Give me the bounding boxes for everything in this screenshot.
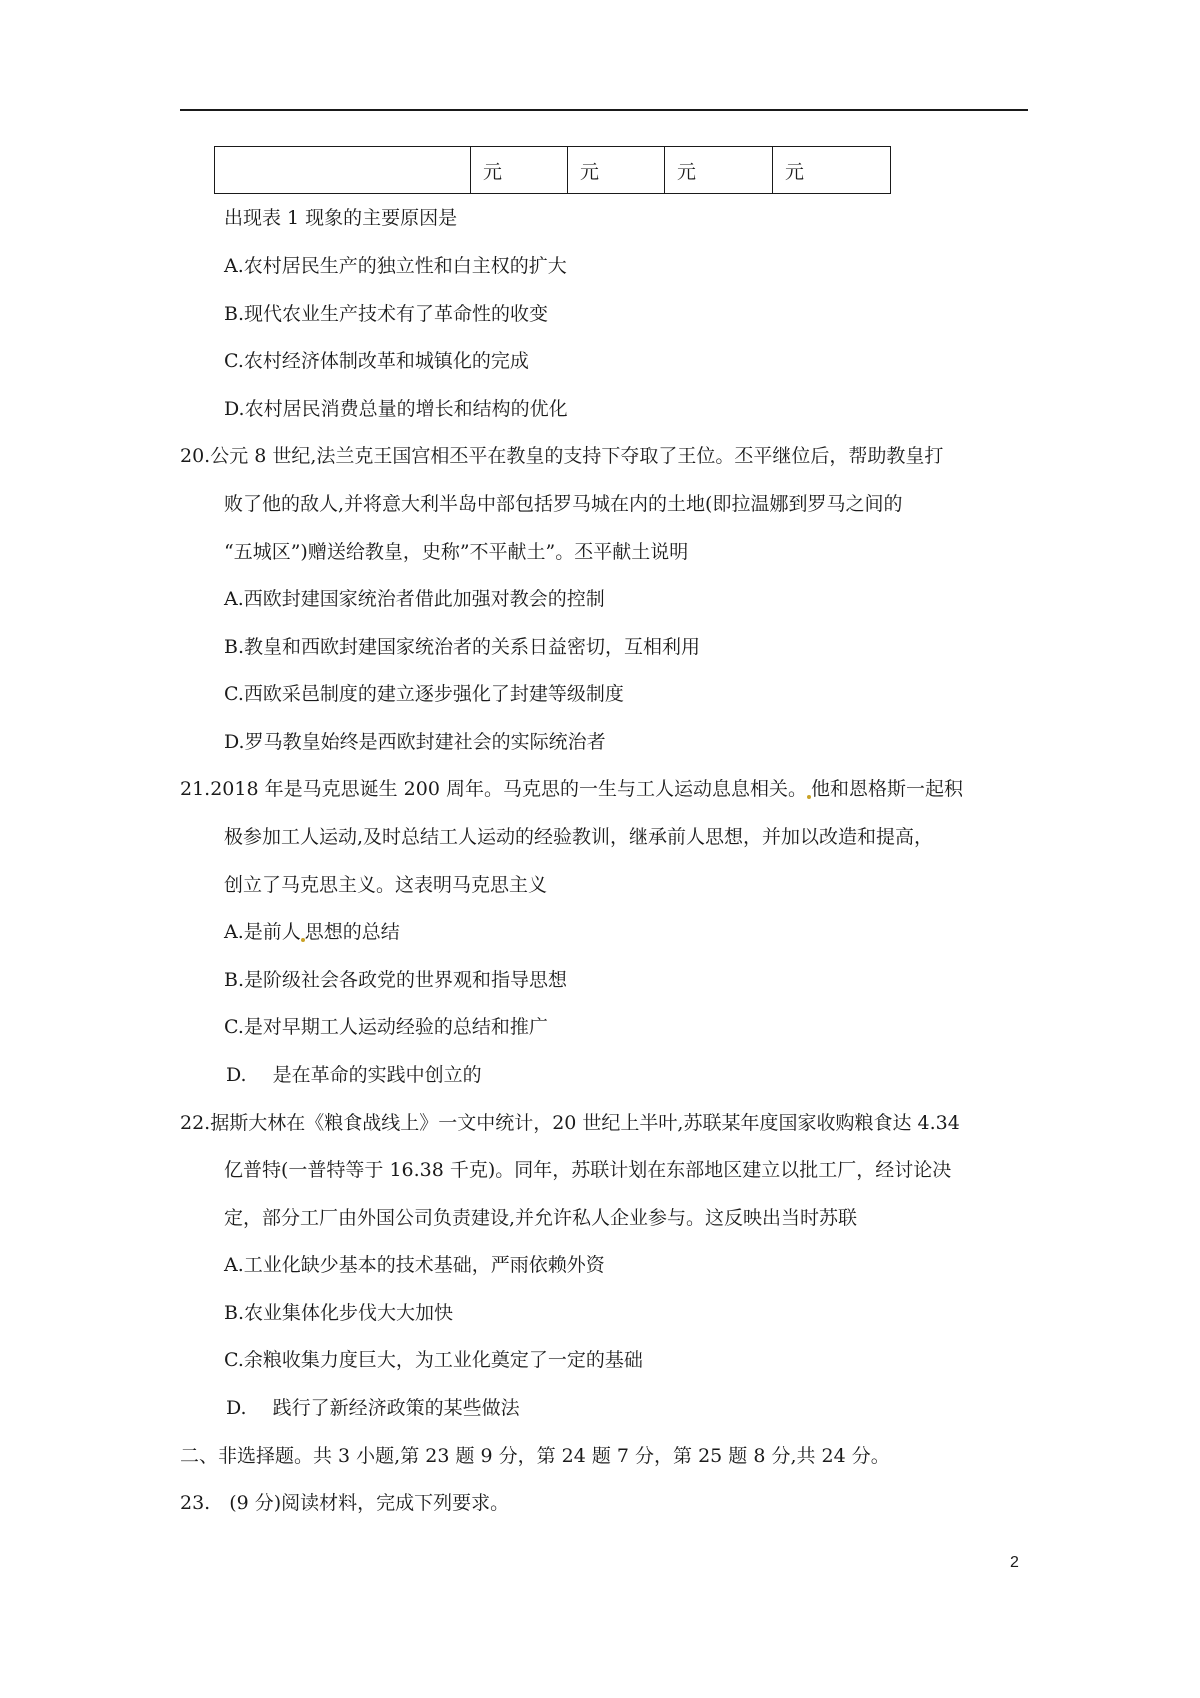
- q19-option-c: C.农村经济体制改革和城镇化的完成: [224, 350, 529, 372]
- q19-stem: 出现表 1 现象的主要原因是: [224, 207, 458, 229]
- q20-option-a: A.西欧封建国家统治者借此加强对教会的控制: [224, 588, 605, 610]
- q20-stem-line-3: “五城区”)赠送给教皇，史称”不平献土”。丕平献土说明: [224, 541, 689, 563]
- table-cell: 元: [568, 147, 665, 194]
- table-cell: 元: [665, 147, 773, 194]
- q19-option-d: D.农村居民消费总量的增长和结构的优化: [224, 398, 568, 420]
- header-rule: [180, 109, 1028, 111]
- q21-option-a-part-a: A.是前人: [224, 921, 301, 943]
- q21-option-d-label: D.: [226, 1064, 247, 1086]
- page-number: 2: [1010, 1554, 1019, 1571]
- q21-stem-line-3: 创立了马克思主义。这表明马克思主义: [224, 874, 548, 896]
- q20-stem-line-2: 败了他的敌人,并将意大利半岛中部包括罗马城在内的土地(即拉温娜到罗马之间的: [224, 493, 903, 515]
- q22-stem-line-3: 定，部分工厂由外国公司负责建设,并允许私人企业参与。这反映出当时苏联: [224, 1207, 858, 1229]
- q19-option-a: A.农村居民生产的独立性和白主权的扩大: [224, 255, 567, 277]
- q20-option-b: B.教皇和西欧封建国家统治者的关系日益密切，互相利用: [224, 636, 701, 658]
- q22-option-d: [226, 1395, 520, 1421]
- q21-option-b: B.是阶级社会各政党的世界观和指导思想: [224, 969, 568, 991]
- q22-option-d-text: 践行了新经济政策的某些做法: [272, 1397, 520, 1419]
- q22-option-a: A.工业化缺少基本的技术基础，严雨依赖外资: [224, 1254, 605, 1276]
- q22-option-b: B.农业集体化步伐大大加快: [224, 1302, 454, 1324]
- q22-option-c: C.余粮收集力度巨大，为工业化奠定了一定的基础: [224, 1349, 643, 1371]
- table-cell: 元: [471, 147, 568, 194]
- q21-option-a: [224, 919, 400, 945]
- q21-stem-line-1-part-b: 他和恩格斯一起积: [810, 778, 963, 800]
- q21-option-d: [226, 1062, 482, 1088]
- q21-option-d-text: 是在革命的实践中创立的: [272, 1064, 482, 1086]
- table-cell: [215, 147, 471, 194]
- section-heading: 二、非选择题。共 3 小题,第 23 题 9 分，第 24 题 7 分，第 25 题 8 分,共 24 分。: [180, 1445, 890, 1467]
- q23-stem: 23. (9 分)阅读材料，完成下列要求。: [180, 1492, 510, 1514]
- q21-option-c: C.是对早期工人运动经验的总结和推广: [224, 1016, 548, 1038]
- q21-stem-line-1-part-a: 21.2018 年是马克思诞生 200 周年。马克思的一生与工人运动息息相关。: [180, 778, 807, 800]
- q22-option-d-label: D.: [226, 1397, 247, 1419]
- table-row: [215, 147, 891, 194]
- q20-option-c: C.西欧采邑制度的建立逐步强化了封建等级制度: [224, 683, 624, 705]
- q20-option-d: D.罗马教皇始终是西欧封建社会的实际统治者: [224, 731, 606, 753]
- q22-stem-line-1: 22.据斯大林在《粮食战线上》一文中统计，20 世纪上半叶,苏联某年度国家收购粮食达 4.34: [180, 1112, 960, 1134]
- q21-option-a-part-b: 思想的总结: [304, 921, 400, 943]
- q21-stem-line-1: [180, 776, 963, 802]
- table-cell: 元: [773, 147, 891, 194]
- q20-stem-line-1: 20.公元 8 世纪,法兰克王国宫相丕平在教皇的支持下夺取了王位。丕平继位后，帮助教皇打: [180, 445, 944, 467]
- q22-stem-line-2: 亿普特(一普特等于 16.38 千克)。同年，苏联计划在东部地区建立以批工厂，经讨论决: [224, 1159, 952, 1181]
- q21-stem-line-2: 极参加工人运动,及时总结工人运动的经验教训，继承前人思想，并加以改造和提高，: [224, 826, 934, 848]
- q19-option-b: B.现代农业生产技术有了革命性的收变: [224, 303, 549, 325]
- table-fragment: [214, 146, 891, 194]
